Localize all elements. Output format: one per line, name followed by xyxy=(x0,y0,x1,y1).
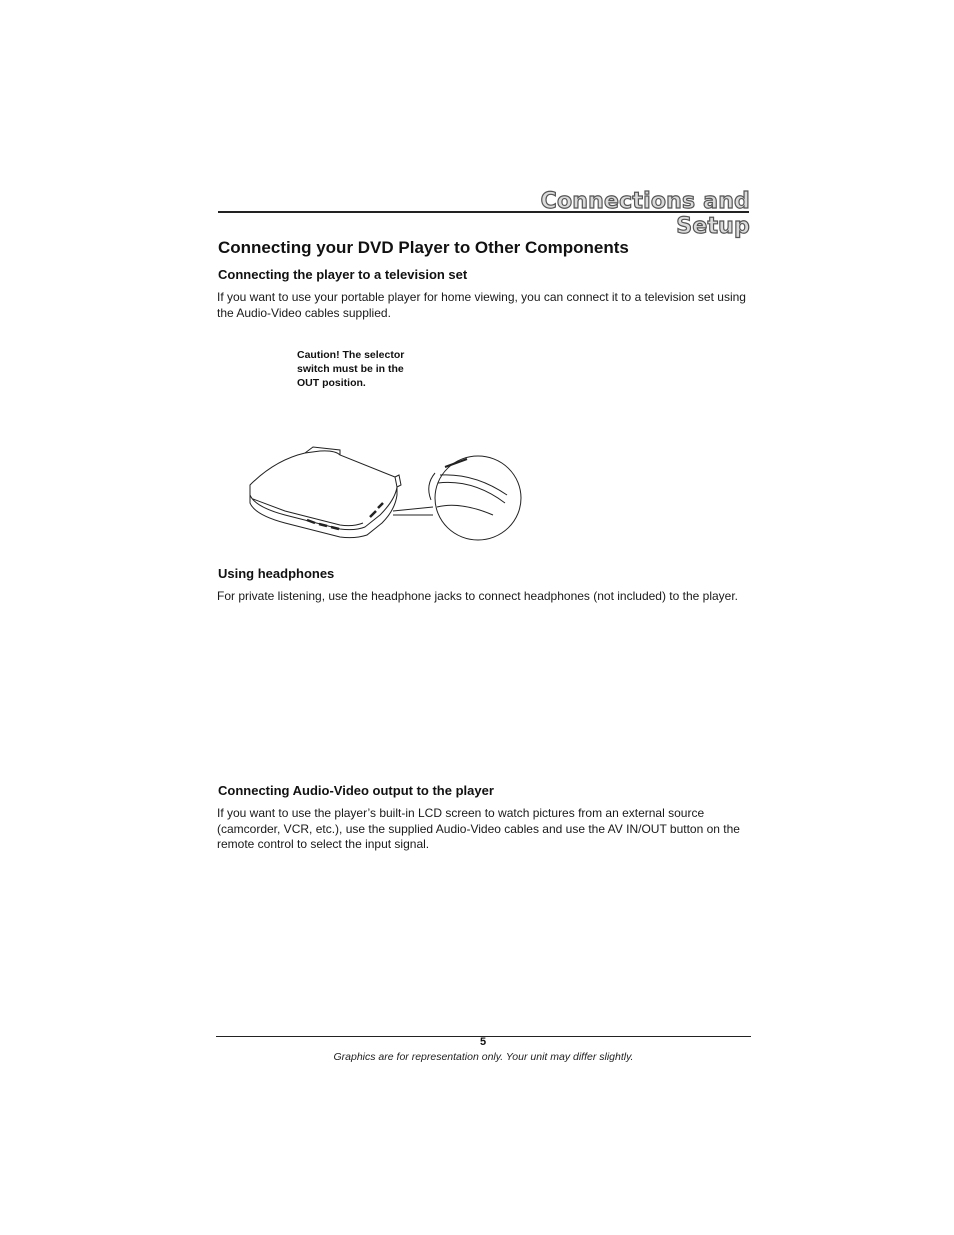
tv-connection-body: If you want to use your portable player for home viewing, you can connect it to a television set using the Audio-Video cables supplied. xyxy=(217,290,746,320)
tv-connection-heading: Connecting the player to a television set xyxy=(218,267,468,282)
av-output-body: If you want to use the player’s built-in LCD screen to watch pictures from an external source (camcorder, VCR, etc.), use the supplied Audio-Video cables and use the AV IN/OUT button on the remote control to select the input signal. xyxy=(217,806,740,851)
page-number: 5 xyxy=(479,1036,487,1048)
footer-note: Graphics are for representation only. Your unit may differ slightly. xyxy=(333,1051,634,1063)
dvd-player-illustration xyxy=(245,445,530,550)
caution-note: Caution! The selector switch must be in the OUT position. xyxy=(297,349,405,389)
av-output-heading: Connecting Audio-Video output to the player xyxy=(218,783,494,798)
headphones-heading: Using headphones xyxy=(218,566,335,581)
chapter-title: Connections and Setup xyxy=(540,189,750,239)
title-rule xyxy=(218,211,749,213)
magnified-detail-circle xyxy=(393,456,521,540)
dvd-player-body xyxy=(250,447,401,538)
headphones-body: For private listening, use the headphone jacks to connect headphones (not included) to the player. xyxy=(217,589,739,603)
section-heading: Connecting your DVD Player to Other Components xyxy=(218,238,629,257)
